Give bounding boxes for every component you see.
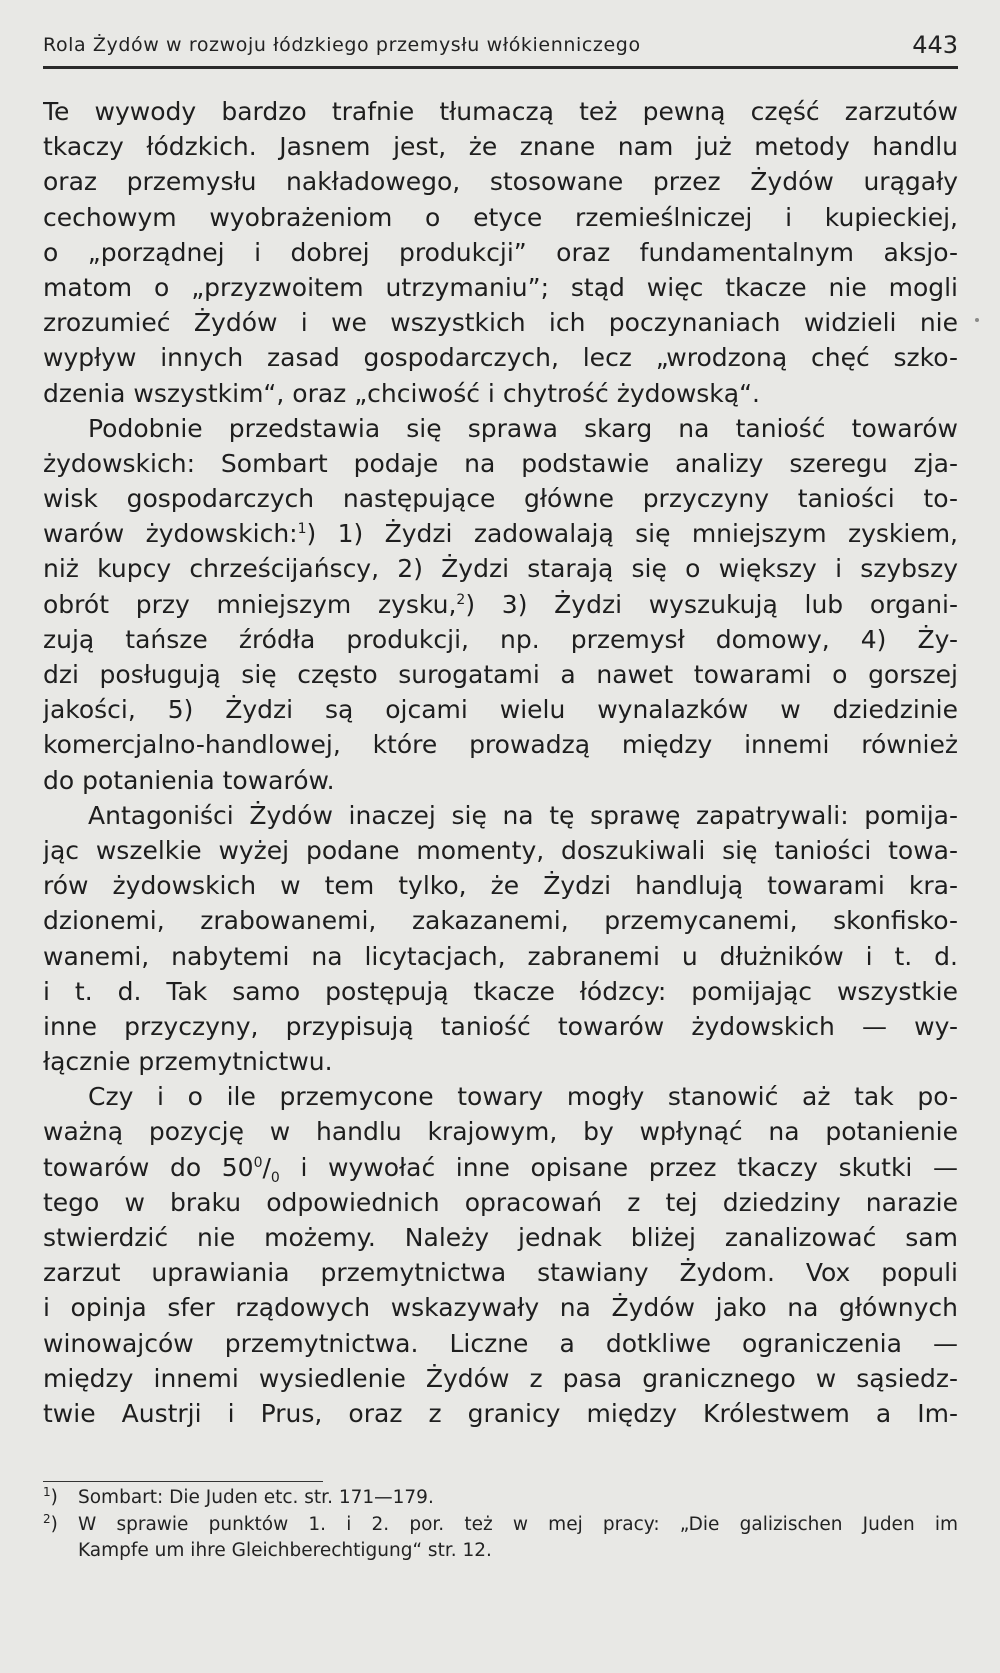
text-line: zują tańsze źródła produkcji, np. przemysł domowy, 4) Ży- xyxy=(43,624,958,654)
footnote-mark-number: 2 xyxy=(43,1511,51,1526)
text-line: inne przyczyny, przypisują taniość towarów żydowskich — wy- xyxy=(43,1011,958,1041)
text-segment: 3) Żydzi wyszukują lub organi- xyxy=(501,589,958,619)
text-line: tkaczy łódzkich. Jasnem jest, że znane nam już metody handlu xyxy=(43,132,958,162)
footnote-2-continued: Kampfe um ihre Gleichberechtigung“ str. 12. xyxy=(78,1540,492,1561)
footnote-mark: $^2$) xyxy=(43,1511,58,1535)
text-segment: obrót przy mniejszym zysku, xyxy=(43,589,457,619)
text-line: tego w braku odpowiednich opracowań z tej dziedziny narazie xyxy=(43,1187,958,1217)
footnote-rule xyxy=(43,1481,323,1482)
page-header xyxy=(43,30,958,70)
text-line: winowajców przemytnictwa. Liczne a dotkliwe ograniczenia — xyxy=(43,1328,958,1358)
header-rule xyxy=(43,66,958,69)
text-line: wypływ innych zasad gospodarczych, lecz „wrodzoną chęć szko- xyxy=(43,343,958,373)
text-line: komercjalno-handlowej, które prowadzą między innemi również xyxy=(43,730,958,760)
text-line: jakości, 5) Żydzi są ojcami wielu wynalazków w dziedzinie xyxy=(43,695,958,725)
text-line: matom o „przyzwoitem utrzymaniu”; stąd więc tkacze nie mogli xyxy=(43,272,958,302)
text-line: dzi posługują się często surogatami a nawet towarami o gorszej xyxy=(43,660,958,689)
text-line: Antagoniści Żydów inaczej się na tę sprawę zapatrywali: pomija- xyxy=(88,800,958,830)
running-title: Rola Żydów w rozwoju łódzkiego przemysłu włókienniczego xyxy=(43,34,641,56)
text-line: Te wywody bardzo trafnie tłumaczą też pewną część zarzutów xyxy=(43,97,958,126)
text-line: cechowym wyobrażeniom o etyce rzemieślniczej i kupieckiej, xyxy=(43,202,958,232)
text-line: twie Austrji i Prus, oraz z granicy między Królestwem a Im- xyxy=(43,1398,958,1428)
text-line: żydowskich: Sombart podaje na podstawie analizy szeregu zja- xyxy=(43,448,958,478)
text-line: o „porządnej i dobrej produkcji” oraz fundamentalnym aksjo- xyxy=(43,237,958,267)
footnote-ref-2: 2 xyxy=(456,591,466,608)
body-text xyxy=(43,94,958,1431)
text-line: wanemi, nabytemi na licytacjach, zabranemi u dłużników i t. d. xyxy=(43,941,958,971)
text-line: do potanienia towarów. xyxy=(43,765,335,795)
text-line: łącznie przemytnictwu. xyxy=(43,1047,333,1077)
text-line: stwierdzić nie możemy. Należy jednak bliżej zanalizować sam xyxy=(43,1223,958,1252)
text-line: między innemi wysiedlenie Żydów z pasa granicznego w sąsiedz- xyxy=(43,1363,958,1393)
text-line: dzenia wszystkim“, oraz „chciwość i chytrość żydowską“. xyxy=(43,378,760,408)
paper-speck xyxy=(975,318,979,322)
text-line: zrozumieć Żydów i we wszystkich ich poczynaniach widzieli nie xyxy=(43,308,958,338)
footnote-2 xyxy=(43,1512,958,1539)
text-line xyxy=(43,1150,958,1185)
text-line: niż kupcy chrześcijańscy, 2) Żydzi starają się o większy i szybszy xyxy=(43,554,958,584)
text-line: i opinja sfer rządowych wskazywały na Żydów jako na głównych xyxy=(43,1293,958,1323)
footnote-1 xyxy=(43,1485,958,1512)
percent-slash: / xyxy=(262,1152,271,1182)
footnote-mark-number: 1 xyxy=(43,1485,51,1499)
text-line: zarzut uprawiania przemytnictwa stawiany Żydom. Vox populi xyxy=(43,1258,958,1288)
text-segment: warów żydowskich: xyxy=(43,519,298,549)
percent-sup: 0 xyxy=(253,1154,263,1171)
percent-sub: 0 xyxy=(270,1169,280,1185)
text-line: warów żydowskich:$^1$) 1) Żydzi zadowalają się mniejszym zyskiem, xyxy=(43,519,958,549)
page-number: 443 xyxy=(912,31,958,59)
text-line: oraz przemysłu nakładowego, stosowane przez Żydów urągały xyxy=(43,167,958,197)
text-segment: 1) Żydzi zadowalają się mniejszym zyskiem, xyxy=(337,519,958,549)
text-line: jąc wszelkie wyżej podane momenty, doszukiwali się taniości towa- xyxy=(43,835,958,865)
text-line: wisk gospodarczych następujące główne przyczyny taniości to- xyxy=(43,484,958,514)
text-line: obrót przy mniejszym zysku,$^2$) 3) Żydzi wyszukują lub organi- xyxy=(43,589,958,619)
footnote-ref-1: 1 xyxy=(297,521,307,538)
text-line: Czy i o ile przemycone towary mogły stanowić aż tak po- xyxy=(88,1082,958,1112)
footnote-text: Sombart: Die Juden etc. str. 171—179. xyxy=(78,1487,434,1508)
text-line: ważną pozycję w handlu krajowym, by wpłynąć na potanienie xyxy=(43,1117,958,1147)
footnote-mark: $^1$) xyxy=(43,1485,58,1508)
text-segment: i wywołać inne opisane przez tkaczy skutki — xyxy=(300,1152,958,1182)
text-line: i t. d. Tak samo postępują tkacze łódzcy: pomijając wszystkie xyxy=(43,976,958,1006)
text-line: rów żydowskich w tem tylko, że Żydzi handlują towarami kra- xyxy=(43,871,958,901)
text-line: Podobnie przedstawia się sprawa skarg na taniość towarów xyxy=(88,413,958,443)
text-line: dzionemi, zrabowanemi, zakazanemi, przemycanemi, skonfisko- xyxy=(43,906,958,936)
footnote-text: W sprawie punktów 1. i 2. por. też w mej pracy: „Die galizischen Juden im xyxy=(78,1513,958,1535)
text-segment: towarów do 50 xyxy=(43,1152,254,1182)
footnotes xyxy=(43,1485,958,1565)
